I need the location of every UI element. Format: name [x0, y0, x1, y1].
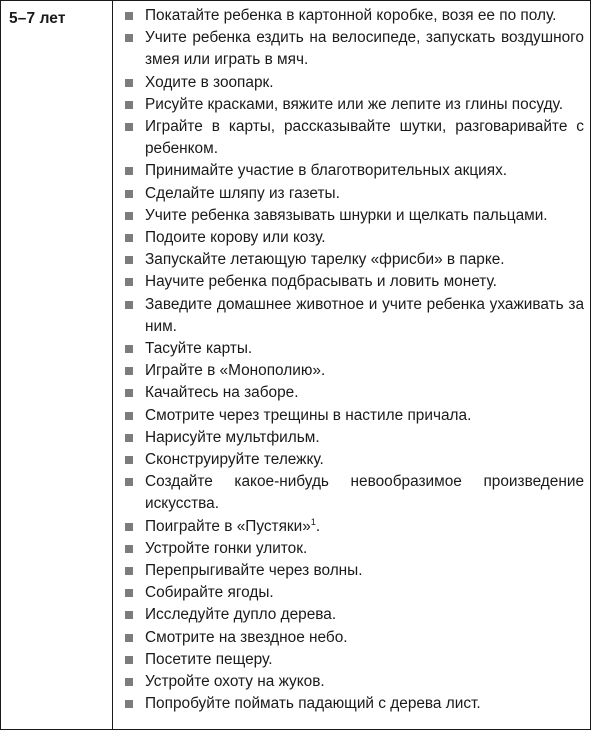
square-bullet-icon: [125, 523, 133, 531]
square-bullet-icon: [125, 367, 133, 375]
list-item: [123, 116, 584, 160]
list-item: [123, 604, 584, 626]
list-item-text: Сделайте шляпу из газеты.: [145, 184, 340, 202]
list-item-text: Научите ребенка подбрасывать и ловить монету.: [145, 273, 497, 291]
square-bullet-icon: [125, 212, 133, 220]
age-group-cell: [1, 1, 113, 730]
list-item: [123, 671, 584, 693]
square-bullet-icon: [125, 434, 133, 442]
square-bullet-icon: [125, 545, 133, 553]
list-item: [123, 205, 584, 227]
list-item: [123, 427, 584, 449]
list-item: [123, 94, 584, 116]
square-bullet-icon: [125, 190, 133, 198]
list-item: [123, 160, 584, 182]
list-item: [123, 271, 584, 293]
square-bullet-icon: [125, 678, 133, 686]
list-item-text: Устройте гонки улиток.: [145, 539, 308, 557]
square-bullet-icon: [125, 456, 133, 464]
table-row: [1, 1, 591, 730]
list-item-text: Запускайте летающую тарелку «фрисби» в парке.: [145, 251, 505, 269]
square-bullet-icon: [125, 656, 133, 664]
list-item-text: Попробуйте поймать падающий с дерева лист.: [145, 695, 481, 713]
age-group-label: 5–7 лет: [9, 10, 66, 27]
list-item: [123, 72, 584, 94]
list-item-trailing-punctuation: .: [315, 517, 321, 535]
square-bullet-icon: [125, 167, 133, 175]
square-bullet-icon: [125, 12, 133, 20]
list-item-text: Поиграйте в «Пустяки»: [145, 517, 311, 535]
list-item: [123, 5, 584, 27]
list-item-text: Нарисуйте мультфильм.: [145, 428, 320, 446]
list-item: [123, 538, 584, 560]
list-item-text: Сконструируйте тележку.: [145, 451, 324, 469]
list-item-text: Играйте в карты, рассказывайте шутки, разговаривайте с ребенком.: [145, 118, 584, 158]
list-item-text: Качайтесь на заборе.: [145, 384, 299, 402]
square-bullet-icon: [125, 234, 133, 242]
list-item-text: Ходите в зоопарк.: [145, 73, 274, 91]
activity-list: [123, 5, 584, 716]
list-item-text: Перепрыгивайте через волны.: [145, 562, 363, 580]
square-bullet-icon: [125, 278, 133, 286]
list-item-text: Тасуйте карты.: [145, 340, 253, 358]
list-item: [123, 27, 584, 71]
list-item-text: Собирайте ягоды.: [145, 584, 274, 602]
square-bullet-icon: [125, 301, 133, 309]
list-item-text: Рисуйте красками, вяжите или же лепите из глины посуду.: [145, 95, 563, 113]
list-item: [123, 471, 584, 515]
list-item-text: Смотрите через трещины в настиле причала.: [145, 406, 472, 424]
square-bullet-icon: [125, 412, 133, 420]
list-item: [123, 582, 584, 604]
list-item: [123, 338, 584, 360]
square-bullet-icon: [125, 611, 133, 619]
list-item: [123, 627, 584, 649]
list-item: [123, 693, 584, 715]
list-item-text: Создайте какое-нибудь невообразимое произведение искусства.: [145, 473, 584, 513]
square-bullet-icon: [125, 34, 133, 42]
list-item: [123, 649, 584, 671]
list-item-text: Посетите пещеру.: [145, 650, 273, 668]
list-item-text: Исследуйте дупло дерева.: [145, 606, 337, 624]
square-bullet-icon: [125, 567, 133, 575]
list-item: [123, 294, 584, 338]
square-bullet-icon: [125, 123, 133, 131]
square-bullet-icon: [125, 101, 133, 109]
square-bullet-icon: [125, 256, 133, 264]
list-item: [123, 560, 584, 582]
square-bullet-icon: [125, 79, 133, 87]
square-bullet-icon: [125, 634, 133, 642]
list-item-text: Смотрите на звездное небо.: [145, 628, 348, 646]
square-bullet-icon: [125, 389, 133, 397]
square-bullet-icon: [125, 700, 133, 708]
list-item: [123, 360, 584, 382]
list-item-text: Покатайте ребенка в картонной коробке, возя ее по полу.: [145, 7, 557, 24]
list-item-text: Заведите домашнее животное и учите ребенка ухаживать за ним.: [145, 295, 584, 335]
list-item: [123, 249, 584, 271]
list-item: [123, 516, 584, 538]
list-item-text: Играйте в «Монополию».: [145, 362, 326, 380]
list-item-text: Принимайте участие в благотворительных акциях.: [145, 162, 508, 180]
square-bullet-icon: [125, 345, 133, 353]
list-item-text: Подоите корову или козу.: [145, 229, 326, 247]
list-item: [123, 382, 584, 404]
square-bullet-icon: [125, 478, 133, 486]
list-item-text: Учите ребенка завязывать шнурки и щелкать пальцами.: [145, 206, 548, 224]
footnote-marker: 1: [310, 516, 316, 527]
square-bullet-icon: [125, 589, 133, 597]
list-item: [123, 183, 584, 205]
list-item: [123, 227, 584, 249]
list-item-text: Устройте охоту на жуков.: [145, 673, 325, 691]
list-item: [123, 405, 584, 427]
list-item-text: Учите ребенка ездить на велосипеде, запускать воздушного змея или играть в мяч.: [145, 29, 584, 69]
list-item: [123, 449, 584, 471]
activities-cell: [113, 1, 591, 730]
